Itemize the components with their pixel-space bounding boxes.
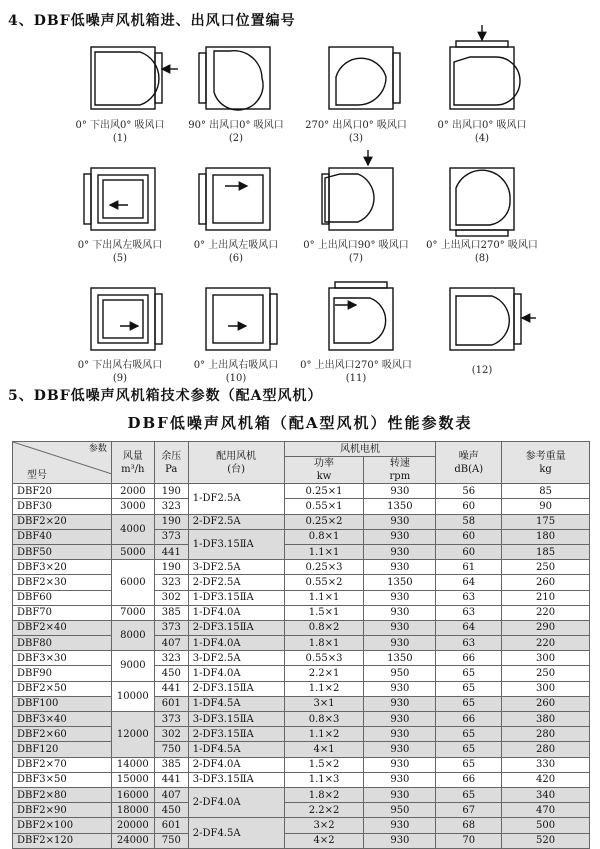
table-cell: 14000: [111, 757, 154, 772]
table-cell: 90: [502, 499, 590, 514]
table-cell: 450: [154, 803, 188, 818]
table-cell: 3-DF2.5A: [188, 651, 284, 666]
table-cell: 250: [502, 666, 590, 681]
diagram-number: (10): [225, 373, 247, 384]
corner-model-label: 型号: [27, 470, 47, 482]
table-row: [13, 560, 590, 575]
table-cell: 302: [154, 727, 188, 742]
table-cell: 373: [154, 529, 188, 544]
table-cell: 930: [364, 787, 436, 802]
inlet-flange: [456, 230, 508, 236]
table-cell: 61: [436, 560, 502, 575]
table-cell: 950: [364, 803, 436, 818]
table-cell: 63: [436, 605, 502, 620]
table-cell: 601: [154, 696, 188, 711]
table-row: [13, 636, 590, 651]
col-fan: 配用风机 (台): [188, 442, 284, 484]
diagram-caption: 0° 下出风左吸风口: [77, 240, 163, 251]
table-cell: DBF30: [13, 499, 112, 514]
diagram-caption: 0° 上出风口90° 吸风口: [303, 240, 409, 251]
table-cell: 1-DF2.5A: [188, 484, 284, 514]
table-cell: 950: [364, 666, 436, 681]
table-cell: 4000: [111, 514, 154, 544]
table-cell: 66: [436, 651, 502, 666]
table-cell: 280: [502, 742, 590, 757]
table-cell: 64: [436, 620, 502, 635]
table-row: [13, 514, 590, 529]
table-cell: 1350: [364, 575, 436, 590]
table-cell: 60: [436, 529, 502, 544]
table-row: [13, 727, 590, 742]
table-cell: 20000: [111, 818, 154, 833]
fan-volute: [336, 58, 386, 105]
table-cell: 407: [154, 636, 188, 651]
table-cell: 1.1×2: [284, 727, 364, 742]
inlet-flange: [270, 294, 277, 344]
table-cell: 68: [436, 818, 502, 833]
table-cell: 64: [436, 575, 502, 590]
table-cell: 2-DF4.0A: [188, 757, 284, 772]
table-cell: 190: [154, 484, 188, 499]
table-cell: 220: [502, 636, 590, 651]
table-cell: 323: [154, 499, 188, 514]
table-cell: 300: [502, 681, 590, 696]
fan-box: [206, 168, 270, 230]
table-cell: DBF80: [13, 636, 112, 651]
table-cell: 65: [436, 696, 502, 711]
table-cell: 441: [154, 681, 188, 696]
table-cell: 180: [502, 529, 590, 544]
table-cell: 1.1×1: [284, 544, 364, 559]
table-cell: DBF100: [13, 696, 112, 711]
table-row: [13, 529, 590, 544]
fan-box: [329, 47, 393, 109]
table-cell: 65: [436, 757, 502, 772]
table-row: [13, 772, 590, 787]
table-cell: 16000: [111, 787, 154, 802]
table-cell: 60: [436, 544, 502, 559]
inlet-flange: [456, 41, 508, 47]
inlet-flange: [155, 294, 162, 344]
table-cell: 470: [502, 803, 590, 818]
fan-box: [91, 168, 155, 230]
table-cell: 0.8×1: [284, 529, 364, 544]
table-cell: 9000: [111, 651, 154, 681]
section-4-title: 4、DBF低噪声风机箱进、出风口位置编号: [8, 13, 296, 29]
table-cell: 930: [364, 544, 436, 559]
inlet-flange: [335, 282, 387, 288]
table-cell: 0.8×2: [284, 620, 364, 635]
table-cell: 1.5×1: [284, 605, 364, 620]
fan-box: [206, 288, 270, 350]
table-cell: 4×1: [284, 742, 364, 757]
table-cell: 323: [154, 651, 188, 666]
diagram-number: (4): [474, 133, 490, 144]
table-cell: 220: [502, 605, 590, 620]
section-5-title: 5、DBF低噪声风机箱技术参数（配A型风机）: [8, 388, 323, 404]
table-cell: 385: [154, 605, 188, 620]
table-cell: 930: [364, 712, 436, 727]
table-row: [13, 712, 590, 727]
table-cell: 3×1: [284, 696, 364, 711]
inlet-flange: [84, 174, 91, 224]
col-motor: 风机电机: [284, 442, 436, 457]
table-cell: 0.25×3: [284, 560, 364, 575]
table-cell: 12000: [111, 712, 154, 758]
table-cell: 2-DF3.15ⅡA: [188, 727, 284, 742]
inlet-flange: [393, 53, 400, 103]
table-cell: 441: [154, 544, 188, 559]
table-cell: 750: [154, 742, 188, 757]
table-row: [13, 499, 590, 514]
table-cell: 65: [436, 742, 502, 757]
table-cell: DBF3×20: [13, 560, 112, 575]
table-cell: 1.1×1: [284, 590, 364, 605]
table-cell: 0.25×2: [284, 514, 364, 529]
table-cell: 58: [436, 514, 502, 529]
table-cell: DBF70: [13, 605, 112, 620]
table-cell: 8000: [111, 620, 154, 650]
diagram-caption: 0° 下出风0° 吸风口: [75, 120, 165, 131]
table-cell: 5000: [111, 544, 154, 559]
table-cell: 18000: [111, 803, 154, 818]
table-cell: 930: [364, 605, 436, 620]
table-cell: 1.5×2: [284, 757, 364, 772]
table-cell: 930: [364, 484, 436, 499]
table-cell: 2-DF4.5A: [188, 818, 284, 848]
table-cell: 340: [502, 787, 590, 802]
diagram-caption: 90° 出风口0° 吸风口: [188, 120, 284, 131]
table-cell: 373: [154, 620, 188, 635]
col-pressure: 余压 Pa: [154, 442, 188, 484]
table-row: [13, 833, 590, 848]
diagram-number: (11): [345, 373, 367, 384]
table-cell: 450: [154, 666, 188, 681]
table-cell: 0.25×1: [284, 484, 364, 499]
table-cell: 1-DF4.5A: [188, 696, 284, 711]
table-cell: 1.8×2: [284, 787, 364, 802]
table-cell: 280: [502, 727, 590, 742]
table-cell: 0.55×3: [284, 651, 364, 666]
table-cell: 930: [364, 742, 436, 757]
table-cell: 24000: [111, 833, 154, 848]
table-cell: 373: [154, 712, 188, 727]
table-cell: 420: [502, 772, 590, 787]
diagram-caption: 270° 出风口0° 吸风口: [305, 120, 407, 131]
fan-volute: [456, 170, 510, 225]
table-cell: DBF40: [13, 529, 112, 544]
diagram-number: (3): [348, 133, 364, 144]
fan-box: [91, 47, 155, 109]
table-cell: 930: [364, 833, 436, 848]
table-cell: 2-DF2.5A: [188, 514, 284, 529]
table-cell: DBF120: [13, 742, 112, 757]
table-cell: 2.2×1: [284, 666, 364, 681]
fan-box: [206, 47, 270, 109]
diagram-number: (1): [112, 133, 128, 144]
table-cell: 15000: [111, 772, 154, 787]
table-cell: DBF90: [13, 666, 112, 681]
performance-table: [12, 441, 590, 849]
table-row: [13, 605, 590, 620]
table-cell: 601: [154, 818, 188, 833]
table-cell: 385: [154, 757, 188, 772]
table-cell: 1.8×1: [284, 636, 364, 651]
table-cell: DBF3×40: [13, 712, 112, 727]
table-cell: 2-DF3.15ⅡA: [188, 620, 284, 635]
table-cell: DBF2×80: [13, 787, 112, 802]
table-row: [13, 666, 590, 681]
table-cell: 1350: [364, 499, 436, 514]
fan-volute: [454, 57, 520, 105]
table-row: [13, 787, 590, 802]
table-cell: 6000: [111, 560, 154, 606]
fan-box: [450, 288, 514, 350]
table-row: [13, 818, 590, 833]
table-cell: 380: [502, 712, 590, 727]
table-cell: 190: [154, 514, 188, 529]
table-cell: 67: [436, 803, 502, 818]
table-row: [13, 651, 590, 666]
table-cell: 3-DF2.5A: [188, 560, 284, 575]
table-cell: 63: [436, 636, 502, 651]
table-row: [13, 757, 590, 772]
col-speed: 转速 rpm: [364, 457, 436, 484]
table-cell: 175: [502, 514, 590, 529]
diagram-number: (5): [112, 253, 128, 264]
fan-volute: [456, 296, 509, 345]
table-cell: 2-DF2.5A: [188, 575, 284, 590]
table-cell: 930: [364, 727, 436, 742]
table-cell: 0.55×2: [284, 575, 364, 590]
table-cell: 70: [436, 833, 502, 848]
fan-volute: [214, 51, 263, 110]
table-cell: DBF2×50: [13, 681, 112, 696]
table-cell: 930: [364, 590, 436, 605]
table-cell: DBF2×40: [13, 620, 112, 635]
table-row: [13, 803, 590, 818]
table-cell: 2.2×2: [284, 803, 364, 818]
diagram-number: (6): [228, 253, 244, 264]
table-cell: 2-DF4.0A: [188, 787, 284, 817]
table-cell: DBF2×70: [13, 757, 112, 772]
table-cell: 930: [364, 772, 436, 787]
table-row: [13, 681, 590, 696]
table-cell: DBF20: [13, 484, 112, 499]
table-cell: 302: [154, 590, 188, 605]
table-cell: 1-DF4.5A: [188, 742, 284, 757]
table-cell: 10000: [111, 681, 154, 711]
diagram-number: (9): [112, 373, 128, 384]
diagram-number: (12): [471, 365, 493, 376]
fan-volute: [103, 300, 143, 338]
corner-param-label: 参数: [88, 444, 107, 454]
table-title: DBF低噪声风机箱（配A型风机）性能参数表: [127, 414, 473, 432]
table-cell: DBF2×20: [13, 514, 112, 529]
table-cell: 65: [436, 787, 502, 802]
table-cell: 65: [436, 727, 502, 742]
fan-box: [91, 288, 155, 350]
inlet-flange: [514, 294, 521, 344]
inner-frame: [98, 295, 148, 343]
table-cell: 85: [502, 484, 590, 499]
table-cell: 1.1×3: [284, 772, 364, 787]
table-cell: DBF60: [13, 590, 112, 605]
table-cell: 2000: [111, 484, 154, 499]
diagram-number: (7): [348, 253, 364, 264]
fan-volute: [103, 180, 143, 218]
table-cell: 1-DF3.15ⅡA: [188, 529, 284, 559]
table-cell: 930: [364, 757, 436, 772]
table-cell: 441: [154, 772, 188, 787]
table-cell: DBF3×50: [13, 772, 112, 787]
table-cell: 930: [364, 560, 436, 575]
fan-volute: [95, 52, 159, 105]
table-cell: DBF2×100: [13, 818, 112, 833]
table-cell: DBF2×120: [13, 833, 112, 848]
table-cell: 56: [436, 484, 502, 499]
table-cell: 66: [436, 712, 502, 727]
table-corner-header: [13, 442, 112, 484]
fan-volute: [325, 174, 374, 222]
table-cell: 323: [154, 575, 188, 590]
table-cell: 930: [364, 514, 436, 529]
col-power: 功率 kw: [284, 457, 364, 484]
inner-frame: [213, 295, 263, 343]
table-cell: 3-DF3.15ⅡA: [188, 772, 284, 787]
table-cell: 2-DF3.15ⅡA: [188, 681, 284, 696]
table-cell: 1350: [364, 651, 436, 666]
diagram-caption: 0° 上出风左吸风口: [193, 240, 279, 251]
diagram-caption: 0° 上出风口270° 吸风口: [300, 360, 412, 371]
col-noise: 噪声 dB(A): [436, 442, 502, 484]
table-cell: DBF2×90: [13, 803, 112, 818]
table-cell: 190: [154, 560, 188, 575]
table-cell: 1-DF4.0A: [188, 666, 284, 681]
diagram-caption: 0° 下出风右吸风口: [77, 360, 163, 371]
table-cell: 930: [364, 696, 436, 711]
table-cell: 0.55×1: [284, 499, 364, 514]
table-cell: 300: [502, 651, 590, 666]
table-cell: 260: [502, 696, 590, 711]
table-cell: 520: [502, 833, 590, 848]
table-cell: 210: [502, 590, 590, 605]
table-row: [13, 575, 590, 590]
table-cell: 930: [364, 818, 436, 833]
table-cell: DBF3×30: [13, 651, 112, 666]
table-cell: DBF50: [13, 544, 112, 559]
table-cell: 407: [154, 787, 188, 802]
diagram-caption: 0° 上出风口270° 吸风口: [426, 240, 538, 251]
diagram-caption: 0° 上出风右吸风口: [193, 360, 279, 371]
fan-box: [450, 168, 514, 230]
table-cell: 1.1×2: [284, 681, 364, 696]
table-cell: 3×2: [284, 818, 364, 833]
table-row: [13, 620, 590, 635]
table-cell: 1-DF3.15ⅡA: [188, 590, 284, 605]
table-cell: 66: [436, 772, 502, 787]
table-row: [13, 544, 590, 559]
diagram-number: (8): [474, 253, 490, 264]
table-cell: 7000: [111, 605, 154, 620]
table-cell: 63: [436, 590, 502, 605]
diagram-number: (2): [228, 133, 244, 144]
table-cell: 330: [502, 757, 590, 772]
table-cell: 3-DF3.15ⅡA: [188, 712, 284, 727]
table-cell: 185: [502, 544, 590, 559]
table-cell: 930: [364, 529, 436, 544]
table-cell: 1-DF4.0A: [188, 636, 284, 651]
table-cell: 500: [502, 818, 590, 833]
table-cell: 60: [436, 499, 502, 514]
table-row: [13, 590, 590, 605]
table-row: [13, 696, 590, 711]
table-cell: 250: [502, 560, 590, 575]
inner-frame: [213, 175, 263, 223]
col-weight: 参考重量 kg: [502, 442, 590, 484]
table-cell: 930: [364, 636, 436, 651]
table-cell: 260: [502, 575, 590, 590]
table-cell: 0.8×3: [284, 712, 364, 727]
table-cell: DBF2×30: [13, 575, 112, 590]
table-cell: 290: [502, 620, 590, 635]
inlet-flange: [199, 174, 206, 224]
table-cell: 930: [364, 620, 436, 635]
col-airflow: 风量 m³/h: [111, 442, 154, 484]
inlet-flange: [199, 53, 206, 103]
table-cell: 750: [154, 833, 188, 848]
table-cell: 4×2: [284, 833, 364, 848]
diagram-caption: 0° 出风口0° 吸风口: [437, 120, 527, 131]
inner-frame: [98, 175, 148, 223]
table-row: [13, 484, 590, 499]
table-row: [13, 742, 590, 757]
table-cell: 930: [364, 681, 436, 696]
port-position-diagrams: [0, 0, 600, 385]
table-cell: 3000: [111, 499, 154, 514]
table-cell: 1-DF4.0A: [188, 605, 284, 620]
table-cell: 65: [436, 681, 502, 696]
table-cell: DBF2×60: [13, 727, 112, 742]
table-cell: 65: [436, 666, 502, 681]
